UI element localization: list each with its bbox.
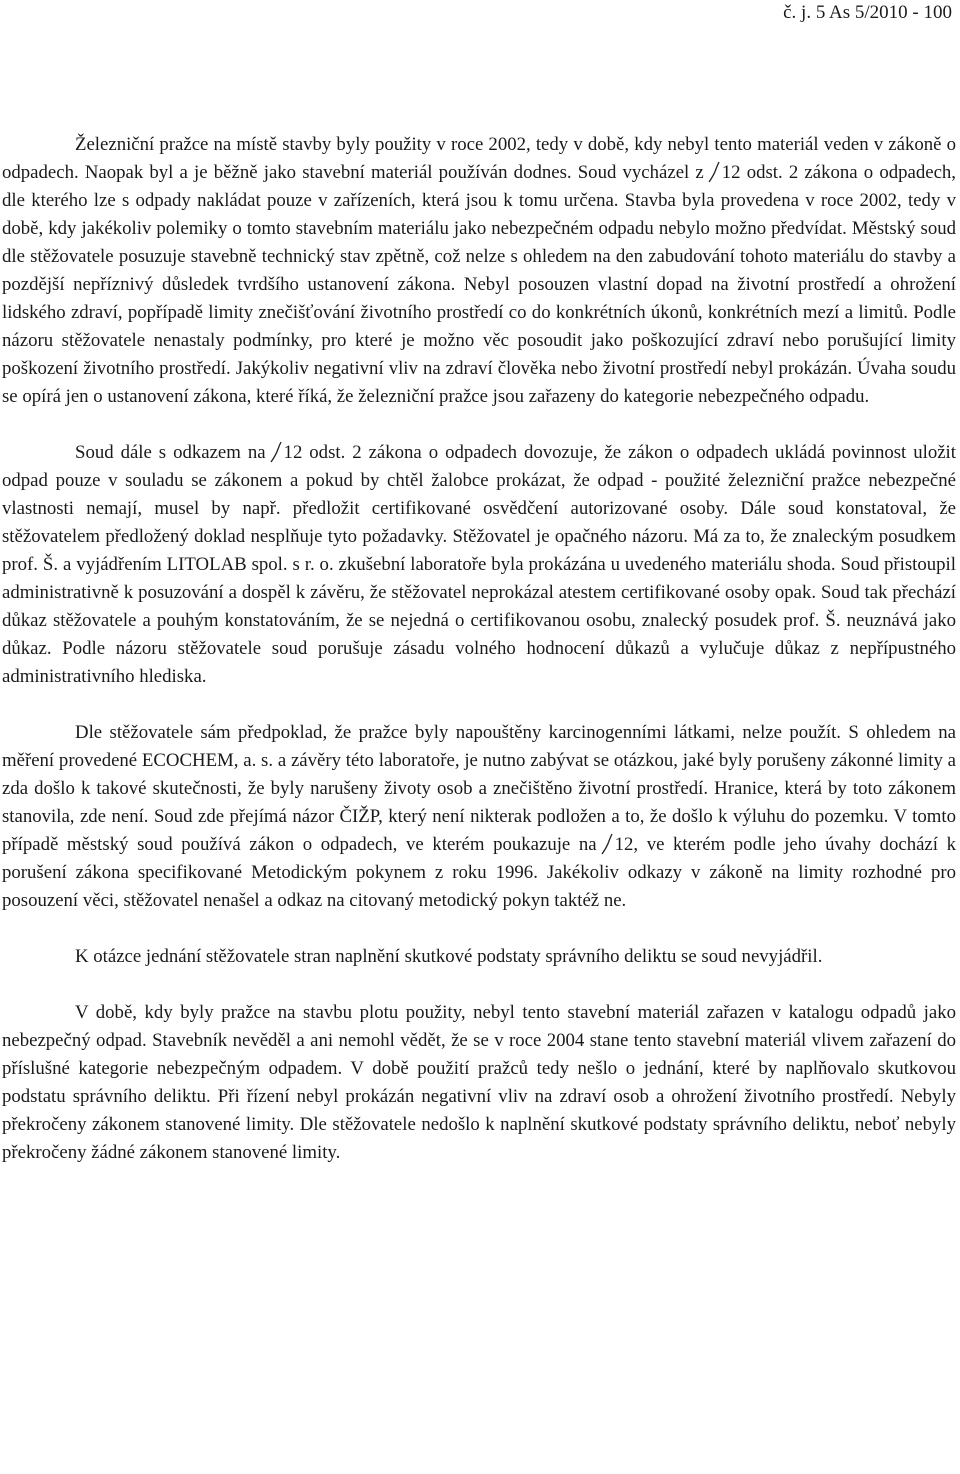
paragraph-4: K otázce jednání stěžovatele stran naplnění skutkové podstaty správního deliktu se soud nevyjádřil.: [75, 946, 823, 967]
paragraph-1: [2, 131, 956, 411]
paragraph-3-text-before: Dle stěžovatele sám předpoklad, že pražce byly napouštěny karcinogenními látkami, nelze použít. S ohledem na měření provedené ECOCHEM, a. s. a závěry této laboratoře, je nutno zabývat se otázkou, jaké byly porušeny zákonné limity a zda došlo k takové skutečnosti, že byly narušeny životy osob a znečištěno životní prostředí. Hranice, která by toto zákonem stanovila, zde není. Soud zde přejímá názor ČIŽP, který není nikterak podložen a to, že došlo k výluhu do pozemku. V tomto případě městský soud používá zákon o odpadech, ve kterém poukazuje na: [2, 722, 956, 855]
section-sign-icon: [270, 441, 282, 463]
paragraph-1-text-before: Železniční pražce na místě stavby byly použity v roce 2002, tedy v době, kdy nebyl tento materiál veden v zákoně o odpadech. Naopak byl a je běžně jako stavební materiál používán dodnes. Soud vycházel z: [2, 134, 956, 183]
section-sign-icon: [708, 161, 720, 183]
paragraph-3: [2, 719, 956, 915]
case-number: č. j. 5 As 5/2010 - 100: [783, 2, 952, 23]
paragraph-2: [2, 439, 956, 691]
paragraph-2-text-after: 12 odst. 2 zákona o odpadech dovozuje, že zákon o odpadech ukládá povinnost uložit odpad pouze v souladu se zákonem a pokud by chtěl žalobce prokázat, že odpad - použité železniční pražce nebezpečné vlastnosti nemají, musel by např. předložit certifikované osvědčení autorizované osoby. Dále soud konstatoval, že stěžovatelem předložený doklad nesplňuje tyto požadavky. Stěžovatel je opačného názoru. Má za to, že znaleckým posudkem prof. Š. a vyjádřením LITOLAB spol. s r. o. zkušební laboratoře byla prokázána u uvedeného materiálu shoda. Soud přistoupil administrativně k posuzování a dospěl k závěru, že stěžovatel neprokázal atestem certifikované osoby opak. Soud tak přechází důkaz stěžovatele a pouhým konstatováním, že se nejedná o certifikovanou osobu, znalecký posudek prof. Š. neuznává jako důkaz. Podle názoru stěžovatele soud porušuje zásadu volného hodnocení důkazů a vylučuje důkaz z nepřípustného administrativního hlediska.: [2, 442, 956, 687]
paragraph-2-text-before: Soud dále s odkazem na: [75, 442, 266, 463]
paragraph-1-text-after: 12 odst. 2 zákona o odpadech, dle kterého lze s odpady nakládat pouze v zařízeních, která jsou k tomu určena. Stavba byla provedena v roce 2002, tedy v době, kdy jakékoliv polemiky o tomto stavebním materiálu jako nebezpečném odpadu nebylo možno předvídat. Městský soud dle stěžovatele posuzuje stavebně technický stav zpětně, což nelze s ohledem na den zabudování tohoto materiálu do stavby a pozdější nepříznivý důsledek tvrdšího ustanovení zákona. Nebyl posouzen vlastní dopad na životní prostředí a ohrožení lidského zdraví, popřípadě limity znečišťování životního prostředí co do konkrétních úkonů, konkrétních mezí a limitů. Podle názoru stěžovatele nenastaly podmínky, pro které je možno věc posoudit jako poškozující zdraví nebo porušující limity poškození životního prostředí. Jakýkoliv negativní vliv na zdraví člověka nebo životní prostředí nebyl prokázán. Úvaha soudu se opírá jen o ustanovení zákona, které říká, že železniční pražce jsou zařazeny do kategorie nebezpečného odpadu.: [2, 162, 956, 407]
document-body: [2, 131, 956, 1167]
section-sign-icon: [601, 833, 613, 855]
paragraph-5: V době, kdy byly pražce na stavbu plotu použity, nebyl tento stavební materiál zařazen v katalogu odpadů jako nebezpečný odpad. Stavebník nevěděl a ani nemohl vědět, že se v roce 2004 stane tento stavební materiál vlivem zařazení do příslušné kategorie nebezpečným odpadem. V době použití pražců tedy nešlo o jednání, které by naplňovalo skutkovou podstatu správního deliktu. Při řízení nebyl prokázán negativní vliv na zdraví osob a ohrožení životního prostředí. Nebyly překročeny zákonem stanovené limity. Dle stěžovatele nedošlo k naplnění skutkové podstaty správního deliktu, neboť nebyly překročeny žádné zákonem stanovené limity.: [2, 1002, 956, 1163]
paragraph-3-text-after: 12, ve kterém podle jeho úvahy dochází k porušení zákona specifikované Metodickým pokynem z roku 1996. Jakékoliv odkazy v zákoně na limity rozhodné pro posouzení věci, stěžovatel nenašel a odkaz na citovaný metodický pokyn taktéž ne.: [2, 834, 956, 911]
